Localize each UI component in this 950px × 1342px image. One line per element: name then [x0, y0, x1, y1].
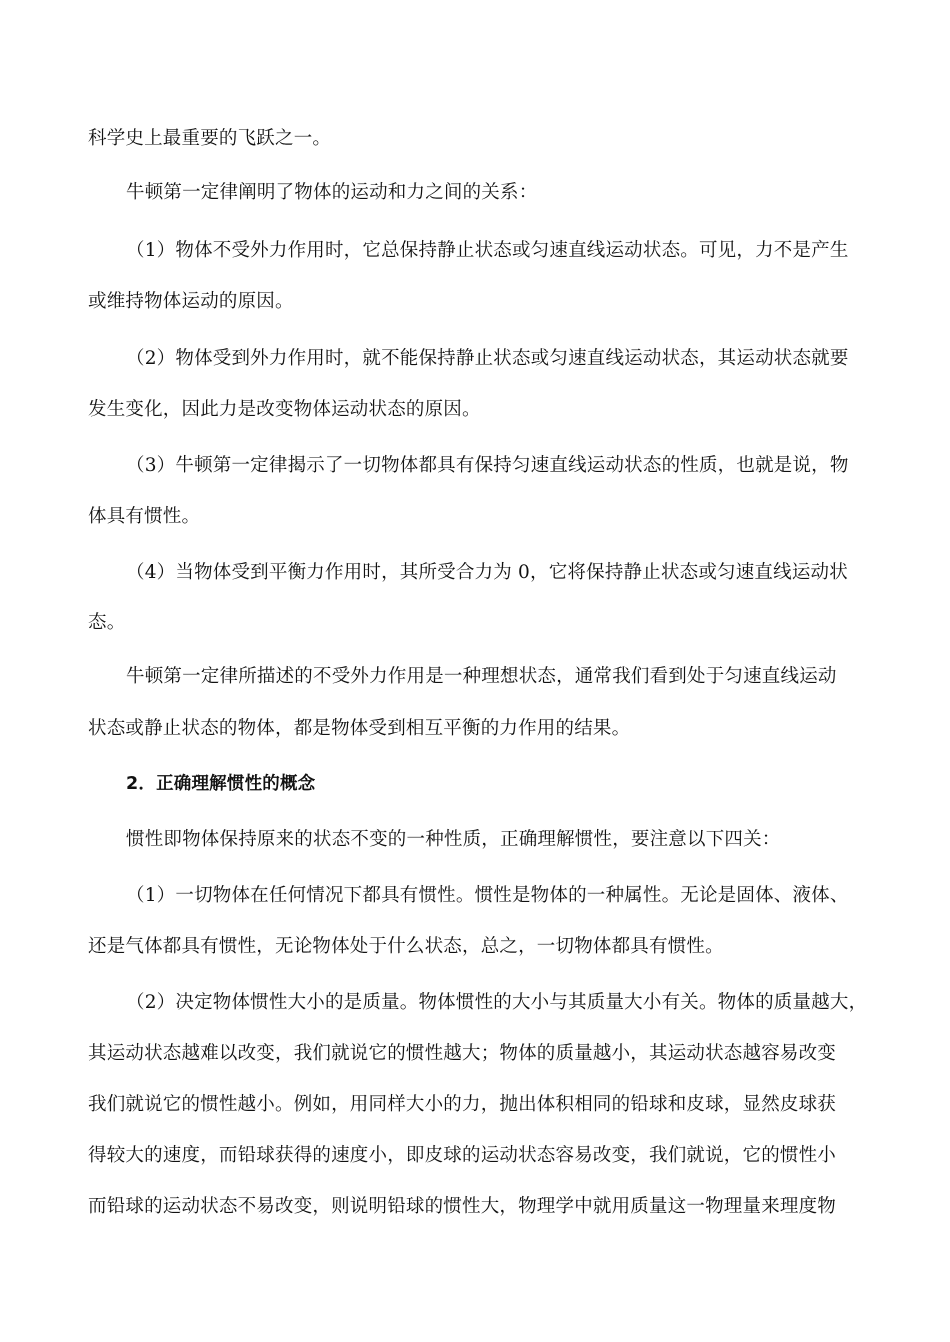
list-item-4-line-1: （4）当物体受到平衡力作用时，其所受合力为 0，它将保持静止状态或匀速直线运动状	[126, 562, 848, 583]
list-item-5-line-1: （1）一切物体在任何情况下都具有惯性。惯性是物体的一种属性。无论是固体、液体、	[126, 885, 849, 906]
list-item-2-line-2: 发生变化，因此力是改变物体运动状态的原因。	[88, 399, 481, 420]
list-item-6-line-3: 我们就说它的惯性越小。例如，用同样大小的力，抛出体积相同的铅球和皮球，显然皮球获	[88, 1094, 837, 1115]
list-item-3-line-2: 体具有惯性。	[88, 506, 201, 527]
section-heading: 2．正确理解惯性的概念	[126, 774, 316, 794]
list-item-6-line-1: （2）决定物体惯性大小的是质量。物体惯性的大小与其质量大小有关。物体的质量越大，	[126, 992, 868, 1013]
list-item-6-line-2: 其运动状态越难以改变，我们就说它的惯性越大；物体的质量越小，其运动状态越容易改变	[88, 1043, 837, 1064]
list-item-1-line-2: 或维持物体运动的原因。	[88, 291, 294, 312]
list-item-1-line-1: （1）物体不受外力作用时，它总保持静止状态或匀速直线运动状态。可见，力不是产生	[126, 240, 849, 261]
list-item-6-line-5: 而铅球的运动状态不易改变，则说明铅球的惯性大，物理学中就用质量这一物理量来理度物	[88, 1196, 837, 1217]
list-item-4-line-2: 态。	[88, 612, 126, 633]
paragraph-line-3: 牛顿第一定律所描述的不受外力作用是一种理想状态，通常我们看到处于匀速直线运动	[126, 666, 837, 687]
paragraph-line-5: 惯性即物体保持原来的状态不变的一种性质，正确理解惯性，要注意以下四关：	[126, 829, 781, 850]
paragraph-line-1: 科学史上最重要的飞跃之一。	[88, 128, 332, 149]
paragraph-line-4: 状态或静止状态的物体，都是物体受到相互平衡的力作用的结果。	[88, 718, 631, 739]
list-item-3-line-1: （3）牛顿第一定律揭示了一切物体都具有保持匀速直线运动状态的性质，也就是说，物	[126, 455, 849, 476]
paragraph-line-2: 牛顿第一定律阐明了物体的运动和力之间的关系：	[126, 182, 538, 203]
list-item-2-line-1: （2）物体受到外力作用时，就不能保持静止状态或匀速直线运动状态，其运动状态就要	[126, 348, 849, 369]
list-item-6-line-4: 得较大的速度，而铅球获得的速度小，即皮球的运动状态容易改变，我们就说，它的惯性小	[88, 1145, 837, 1166]
list-item-5-line-2: 还是气体都具有惯性，无论物体处于什么状态，总之，一切物体都具有惯性。	[88, 936, 724, 957]
